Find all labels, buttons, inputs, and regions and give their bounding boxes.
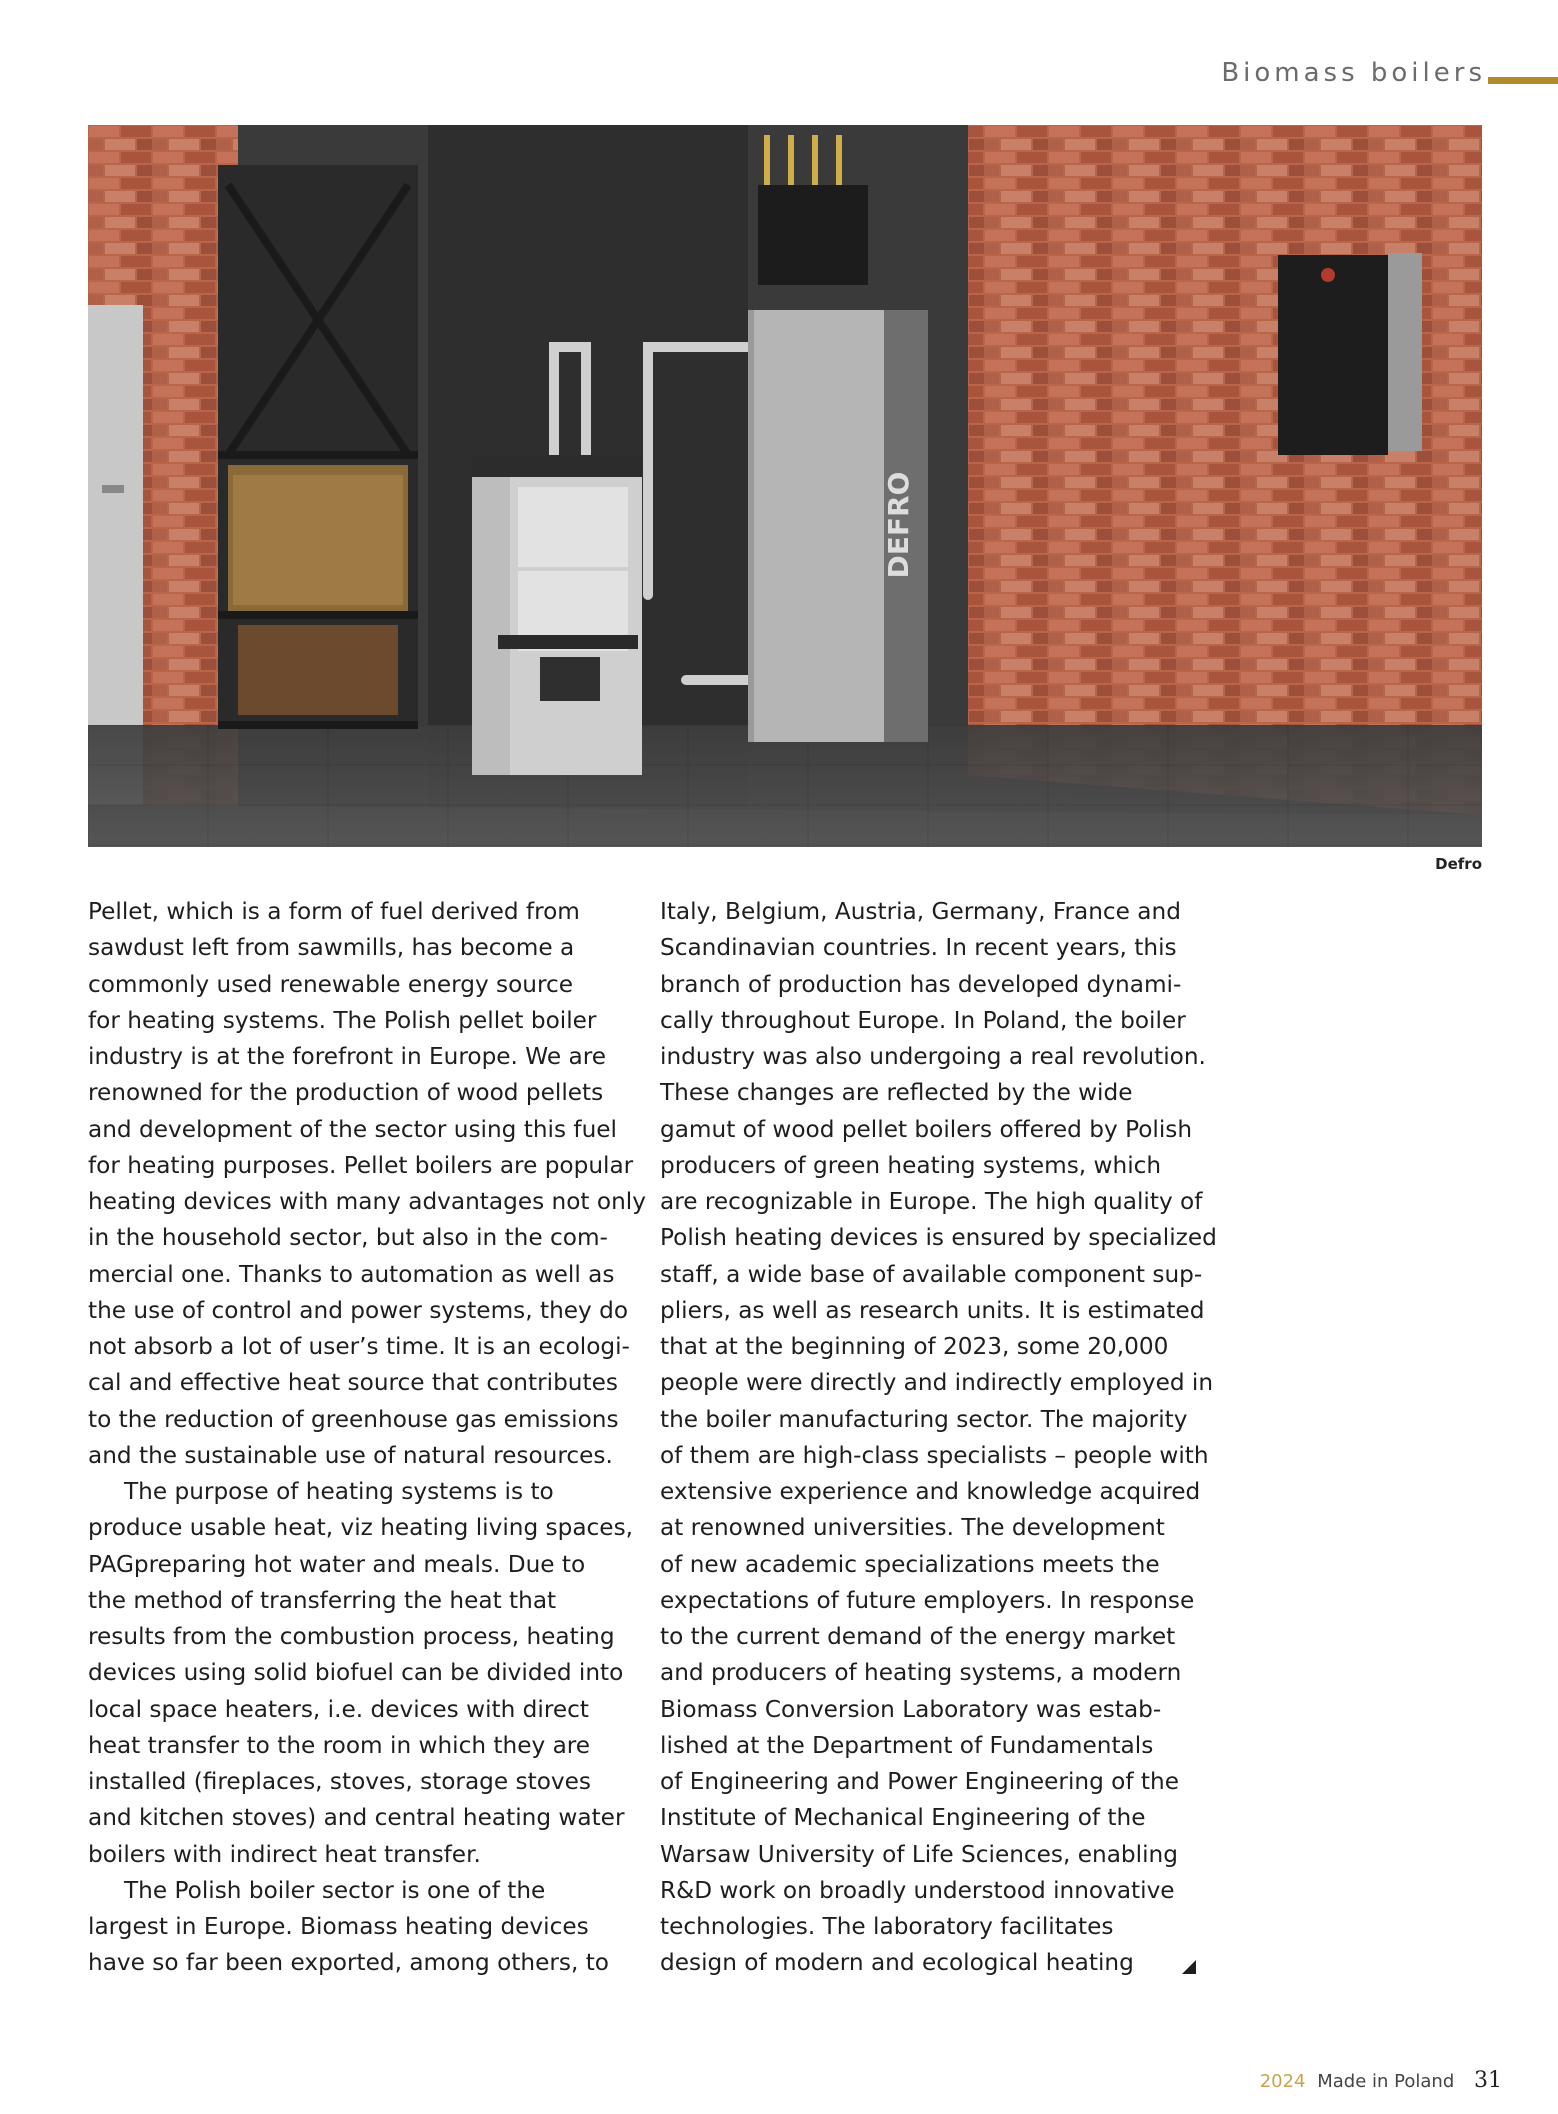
text-line: of new academic specializations meets the xyxy=(660,1550,1160,1578)
text-line: R&D work on broadly understood innovative xyxy=(660,1876,1175,1904)
text-line: branch of production has developed dynami- xyxy=(660,970,1182,998)
text-line: the use of control and power systems, they do xyxy=(88,1296,629,1324)
end-of-article-mark xyxy=(1182,1960,1196,1974)
text-line: extensive experience and knowledge acquired xyxy=(660,1478,1201,1505)
article-column-right xyxy=(660,894,1220,1982)
text-line: cally throughout Europe. In Poland, the boiler xyxy=(660,1006,1186,1034)
text-line: industry is at the forefront in Europe. We are xyxy=(88,1043,607,1070)
text-line: Polish heating devices is ensured by specialized xyxy=(660,1224,1217,1252)
text-line: have so far been exported, among others, to xyxy=(88,1949,609,1977)
text-line: at renowned universities. The development xyxy=(660,1514,1165,1542)
text-line: Warsaw University of Life Sciences, enabling xyxy=(660,1840,1178,1868)
text-line: heating devices with many advantages not only xyxy=(88,1188,646,1215)
text-line: installed (fireplaces, stoves, storage stoves xyxy=(88,1768,591,1795)
text-line: cal and effective heat source that contributes xyxy=(88,1369,618,1397)
text-line: that at the beginning of 2023, some 20,000 xyxy=(660,1333,1169,1360)
text-line: and the sustainable use of natural resources. xyxy=(88,1441,613,1469)
text-line: These changes are reflected by the wide xyxy=(660,1079,1133,1107)
page-footer xyxy=(1260,2068,1502,2093)
text-line: technologies. The laboratory facilitates xyxy=(660,1913,1114,1940)
text-line: local space heaters, i.e. devices with direct xyxy=(88,1695,589,1723)
tank-brand-text: DEFRO xyxy=(882,471,915,579)
footer-year: 2024 xyxy=(1259,2071,1306,2092)
text-line: and development of the sector using this fuel xyxy=(88,1115,617,1143)
text-line: not absorb a lot of user’s time. It is an ecologi- xyxy=(88,1333,630,1360)
text-line: The purpose of heating systems is to xyxy=(124,1478,554,1505)
text-line: sawdust left from sawmills, has become a xyxy=(88,934,575,962)
text-line: the boiler manufacturing sector. The majority xyxy=(660,1405,1188,1433)
text-line: staff, a wide base of available component sup- xyxy=(660,1260,1203,1288)
text-line: of Engineering and Power Engineering of the xyxy=(660,1768,1179,1795)
text-line: of them are high-class specialists – people with xyxy=(660,1441,1209,1469)
text-line: renowned for the production of wood pellets xyxy=(88,1079,604,1107)
text-line: devices using solid biofuel can be divided into xyxy=(88,1659,624,1687)
article-column-left xyxy=(88,894,646,1982)
text-line: boilers with indirect heat transfer. xyxy=(88,1840,481,1868)
section-header: Biomass boilers xyxy=(1221,58,1486,88)
text-line: are recognizable in Europe. The high quality of xyxy=(660,1188,1203,1215)
text-line: design of modern and ecological heating xyxy=(660,1949,1134,1977)
page-number: 31 xyxy=(1474,2068,1502,2093)
text-line: the method of transferring the heat that xyxy=(88,1586,557,1614)
text-line: Pellet, which is a form of fuel derived from xyxy=(88,898,580,925)
text-line: and producers of heating systems, a modern xyxy=(660,1659,1182,1687)
text-line: Biomass Conversion Laboratory was estab- xyxy=(660,1695,1162,1723)
text-line: PAGpreparing hot water and meals. Due to xyxy=(88,1550,586,1578)
text-line: expectations of future employers. In response xyxy=(660,1586,1195,1614)
text-line: for heating systems. The Polish pellet boiler xyxy=(88,1006,597,1034)
text-line: produce usable heat, viz heating living spaces, xyxy=(88,1514,634,1542)
text-line: The Polish boiler sector is one of the xyxy=(124,1876,546,1904)
text-line: Italy, Belgium, Austria, Germany, France and xyxy=(660,898,1181,925)
text-line: lished at the Department of Fundamentals xyxy=(660,1731,1154,1759)
text-line: heat transfer to the room in which they are xyxy=(88,1731,591,1759)
text-line: pliers, as well as research units. It is estimated xyxy=(660,1296,1205,1324)
text-line: commonly used renewable energy source xyxy=(88,970,574,998)
boiler-room-photo xyxy=(88,125,1482,847)
text-line: to the reduction of greenhouse gas emissions xyxy=(88,1405,619,1433)
section-header-rule xyxy=(1488,77,1558,84)
text-line: to the current demand of the energy market xyxy=(660,1623,1176,1650)
footer-publication: Made in Poland xyxy=(1317,2071,1455,2092)
text-line: mercial one. Thanks to automation as well as xyxy=(88,1260,615,1288)
photo-credit: Defro xyxy=(1435,855,1482,873)
text-line: industry was also undergoing a real revolution. xyxy=(660,1043,1206,1070)
text-line: Scandinavian countries. In recent years, this xyxy=(660,934,1177,962)
text-line: Institute of Mechanical Engineering of the xyxy=(660,1804,1146,1832)
text-line: for heating purposes. Pellet boilers are popular xyxy=(88,1151,634,1179)
text-line: producers of green heating systems, which xyxy=(660,1151,1162,1179)
text-line: in the household sector, but also in the com- xyxy=(88,1224,608,1252)
text-line: largest in Europe. Biomass heating devices xyxy=(88,1913,589,1940)
text-line: people were directly and indirectly employed in xyxy=(660,1369,1214,1397)
text-line: and kitchen stoves) and central heating water xyxy=(88,1804,625,1832)
text-line: results from the combustion process, heating xyxy=(88,1623,615,1650)
text-line: gamut of wood pellet boilers offered by Polish xyxy=(660,1115,1193,1143)
